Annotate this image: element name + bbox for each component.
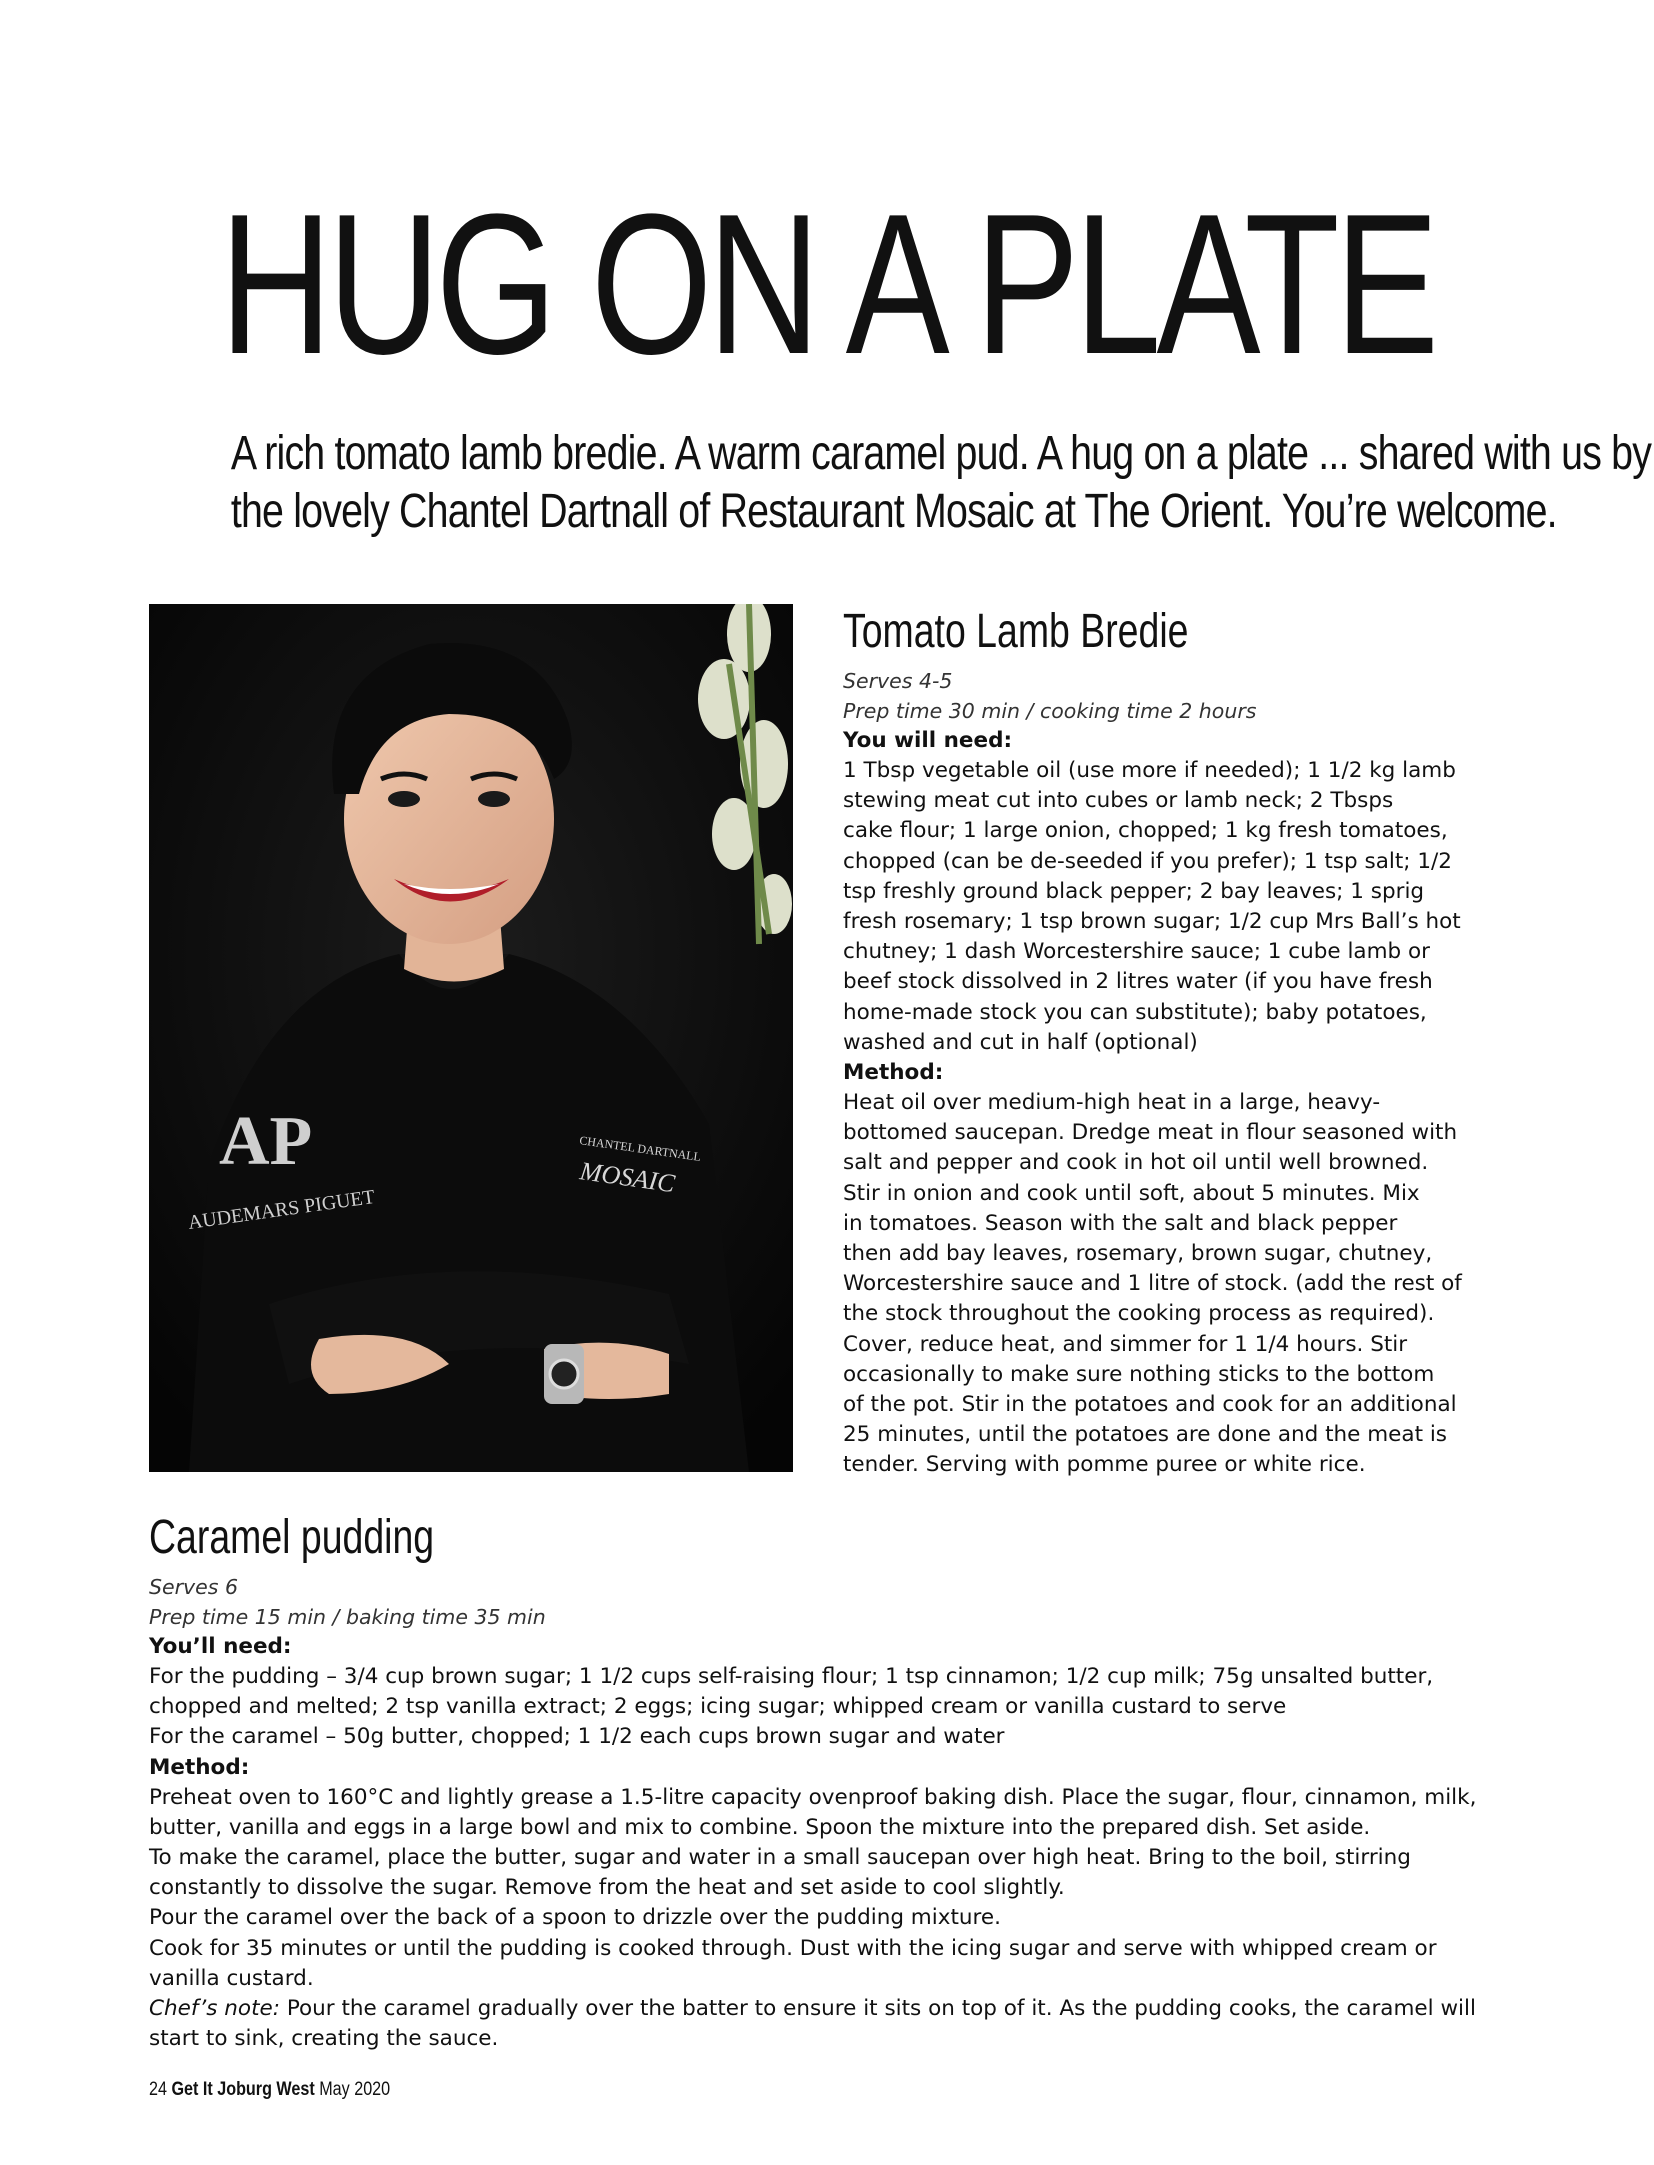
method-line: Heat oil over medium-high heat in a large, heavy- — [843, 1090, 1381, 1116]
ingredients-line: stewing meat cut into cubes or lamb neck; 2 Tbsps — [843, 788, 1394, 814]
intro-line-1: A rich tomato lamb bredie. A warm caramel pud. A hug on a plate ... shared with us by — [230, 427, 1652, 480]
issue-date: May 2020 — [319, 2079, 391, 2100]
recipe-times: Prep time 30 min / cooking time 2 hours — [843, 699, 1257, 723]
ingredients-line: For the pudding – 3/4 cup brown sugar; 1 1/2 cups self-raising flour; 1 tsp cinnamon; 1/2 cup milk; 75g unsalted butter, — [149, 1664, 1434, 1689]
chef-note-text: Pour the caramel gradually over the batter to ensure it sits on top of it. As the pudding cooks, the caramel will — [279, 1996, 1476, 2022]
ingredients-line: chutney; 1 dash Worcestershire sauce; 1 cube lamb or — [843, 939, 1431, 965]
method-line: Preheat oven to 160°C and lightly grease a 1.5-litre capacity ovenproof baking dish. Place the sugar, flour, cinnamon, milk, — [149, 1784, 1477, 1810]
ingredients-line: beef stock dissolved in 2 litres water (if you have fresh — [843, 969, 1433, 995]
intro-line-2: the lovely Chantel Dartnall of Restaurant Mosaic at The Orient. You’re welcome. — [230, 485, 1557, 538]
ingredients-line: chopped (can be de-seeded if you prefer); 1 tsp salt; 1/2 — [843, 848, 1452, 874]
method-text — [149, 1783, 1509, 2055]
ingredients-line: fresh rosemary; 1 tsp brown sugar; 1/2 cup Mrs Ball’s hot — [843, 909, 1461, 935]
ingredients-heading: You will need: — [843, 728, 1013, 753]
publication-name: Get It Joburg West — [171, 2079, 315, 2100]
chef-photo-illustration — [149, 604, 793, 1472]
page-footer — [149, 2078, 390, 2102]
method-line: Cover, reduce heat, and simmer for 1 1/4 hours. Stir — [843, 1331, 1408, 1357]
ingredients-line: tsp freshly ground black pepper; 2 bay leaves; 1 sprig — [843, 878, 1425, 904]
ingredients-line: washed and cut in half (optional) — [843, 1029, 1198, 1055]
page-title: HUG ON A PLATE — [219, 173, 1435, 396]
recipe-serves: Serves 4-5 — [843, 669, 953, 693]
recipe-tomato-lamb-bredie — [843, 602, 1503, 1481]
method-line: salt and pepper and cook in hot oil until well browned. — [843, 1150, 1429, 1176]
ingredients-line: 1 Tbsp vegetable oil (use more if needed); 1 1/2 kg lamb — [843, 758, 1456, 783]
method-line: vanilla custard. — [149, 1965, 314, 1991]
chest-name: CHANTEL DARTNALL — [578, 1133, 702, 1165]
method-line: butter, vanilla and eggs in a large bowl and mix to combine. Spoon the mixture into the prepared dish. Set aside. — [149, 1814, 1371, 1840]
method-line: in tomatoes. Season with the salt and black pepper — [843, 1210, 1398, 1236]
chef-note-label: Chef’s note: — [149, 1996, 280, 2022]
ingredients-line: home-made stock you can substitute); baby potatoes, — [843, 999, 1427, 1025]
method-heading: Method: — [843, 1060, 944, 1086]
sleeve-text: AUDEMARS PIGUET — [186, 1185, 377, 1234]
method-line: Worcestershire sauce and 1 litre of stock. (add the rest of — [843, 1271, 1462, 1297]
ingredients-text — [843, 756, 1503, 1058]
method-line: then add bay leaves, rosemary, brown sugar, chutney, — [843, 1241, 1433, 1267]
recipe-times: Prep time 15 min / baking time 35 min — [149, 1605, 546, 1629]
ingredients-text — [149, 1662, 1509, 1753]
recipe-title: Caramel pudding — [149, 1511, 435, 1564]
method-text — [843, 1088, 1503, 1481]
method-line: tender. Serving with pomme puree or white rice. — [843, 1452, 1366, 1478]
chef-photo — [149, 604, 793, 1472]
method-line: constantly to dissolve the sugar. Remove from the heat and set aside to cool slightly. — [149, 1875, 1065, 1901]
recipe-caramel-pudding — [149, 1508, 1509, 2054]
method-line: of the pot. Stir in the potatoes and cook for an additional — [843, 1392, 1457, 1418]
ingredients-line: chopped and melted; 2 tsp vanilla extract; 2 eggs; icing sugar; whipped cream or vanilla custard to serve — [149, 1694, 1287, 1720]
method-line: bottomed saucepan. Dredge meat in flour seasoned with — [843, 1120, 1458, 1146]
method-line: 25 minutes, until the potatoes are done and the meat is — [843, 1422, 1448, 1448]
page-number: 24 — [149, 2079, 167, 2100]
method-line: Cook for 35 minutes or until the pudding is cooked through. Dust with the icing sugar and serve with whipped cream or — [149, 1935, 1437, 1961]
ingredients-line: For the caramel – 50g butter, chopped; 1 1/2 each cups brown sugar and water — [149, 1724, 1005, 1750]
ingredients-line: cake flour; 1 large onion, chopped; 1 kg fresh tomatoes, — [843, 818, 1448, 844]
recipe-title: Tomato Lamb Bredie — [843, 605, 1189, 658]
intro-standfirst — [100, 425, 1652, 541]
chef-note — [149, 1994, 1509, 2024]
ingredients-heading: You’ll need: — [149, 1634, 292, 1659]
chef-note-text-cont: start to sink, creating the sauce. — [149, 2026, 499, 2052]
method-line: Pour the caramel over the back of a spoon to drizzle over the pudding mixture. — [149, 1905, 1001, 1931]
method-line: To make the caramel, place the butter, sugar and water in a small saucepan over high heat. Bring to the boil, stirring — [149, 1845, 1411, 1871]
method-heading: Method: — [149, 1754, 250, 1780]
method-line: occasionally to make sure nothing sticks to the bottom — [843, 1361, 1435, 1387]
recipe-serves: Serves 6 — [149, 1575, 239, 1599]
method-line: Stir in onion and cook until soft, about 5 minutes. Mix — [843, 1180, 1420, 1206]
method-line: the stock throughout the cooking process as required). — [843, 1301, 1435, 1327]
chest-logo: MOSAIC — [578, 1156, 677, 1199]
sleeve-logo: AP — [219, 1103, 313, 1180]
